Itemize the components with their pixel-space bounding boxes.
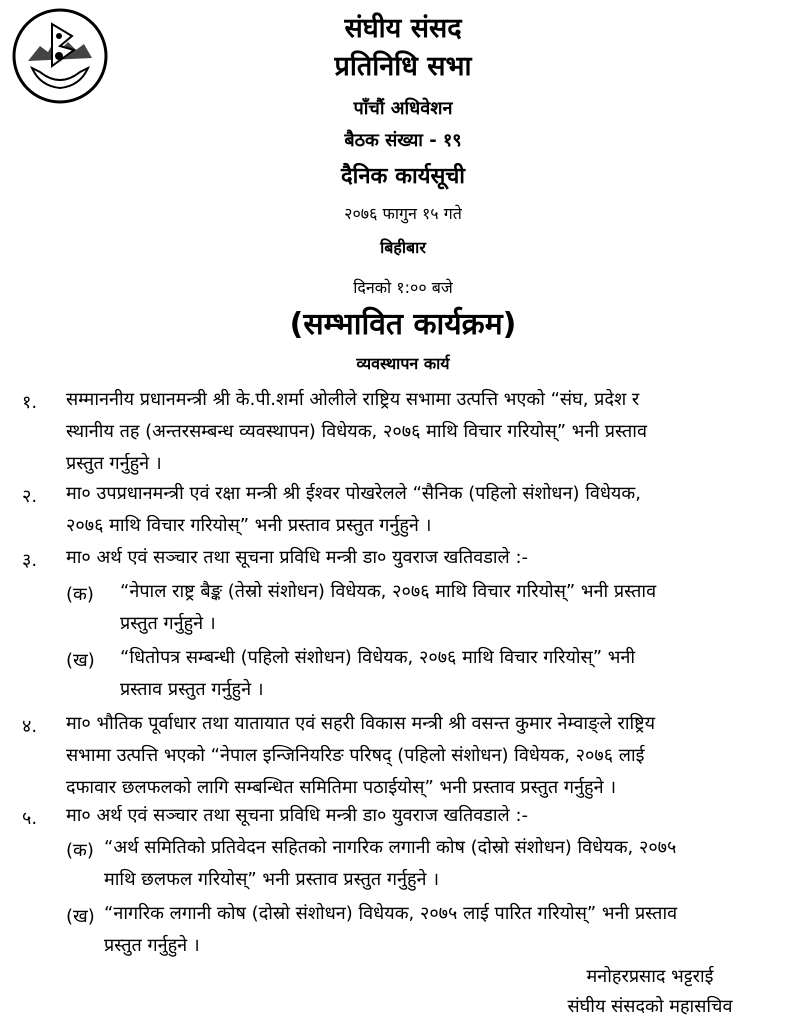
- item-text: [66, 708, 791, 804]
- item-line: “नेपाल राष्ट्र बैङ्क (तेस्रो संशोधन) विधेयक, २०७६ माथि विचार गरियोस्” भनी प्रस्ताव: [120, 581, 657, 602]
- sub-item-text: [120, 576, 791, 640]
- item-number: २.: [22, 486, 38, 507]
- item-line: प्रस्तुत गर्नुहुने ।: [104, 935, 200, 956]
- sub-item-label: (क): [66, 584, 94, 605]
- item-number: ५.: [22, 808, 38, 829]
- item-text: [66, 478, 791, 542]
- item-line: प्रस्तुत गर्नुहुने ।: [120, 613, 216, 634]
- sub-item-text: [104, 898, 791, 962]
- item-line: सभामा उत्पत्ति भएको “नेपाल इन्जिनियरिङ परिषद् (पहिलो संशोधन) विधेयक, २०७६ लाई: [66, 745, 645, 766]
- sub-item-text: [104, 832, 791, 896]
- item-line: दफावार छलफलको लागि सम्बन्धित समितिमा पठाईयोस्” भनी प्रस्ताव प्रस्तुत गर्नुहुने ।: [66, 777, 617, 798]
- item-line: “नागरिक लगानी कोष (दोस्रो संशोधन) विधेयक, २०७५ लाई पारित गरियोस्” भनी प्रस्ताव: [104, 903, 678, 924]
- item-text: [66, 800, 791, 832]
- item-number: ३.: [22, 550, 38, 571]
- item-text: [66, 384, 791, 480]
- sub-item-label: (ख): [66, 650, 95, 671]
- item-line: “धितोपत्र सम्बन्धी (पहिलो संशोधन) विधेयक, २०७६ माथि विचार गरियोस्” भनी: [120, 647, 636, 668]
- item-line: मा० भौतिक पूर्वाधार तथा यातायात एवं सहरी विकास मन्त्री श्री वसन्त कुमार नेम्वाङ्ले राष्ट्रिय: [66, 713, 656, 734]
- item-line: माथि छलफल गरियोस्” भनी प्रस्ताव प्रस्तुत गर्नुहुने ।: [104, 869, 440, 890]
- item-number: १.: [22, 392, 38, 413]
- sub-item-text: [120, 642, 791, 706]
- item-line: “अर्थ समितिको प्रतिवेदन सहितको नागरिक लगानी कोष (दोस्रो संशोधन) विधेयक, २०७५: [104, 837, 677, 858]
- item-line: मा० अर्थ एवं सञ्चार तथा सूचना प्रविधि मन्त्री डा० युवराज खतिवडाले :-: [66, 805, 529, 826]
- item-line: स्थानीय तह (अन्तरसम्बन्ध व्यवस्थापन) विधेयक, २०७६ माथि विचार गरियोस्” भनी प्रस्ताव: [66, 421, 647, 442]
- header-line1: संघीय संसद: [344, 13, 462, 44]
- item-line: मा० अर्थ एवं सञ्चार तथा सूचना प्रविधि मन्त्री डा० युवराज खतिवडाले :-: [66, 547, 529, 568]
- item-line: मा० उपप्रधानमन्त्री एवं रक्षा मन्त्री श्री ईश्वर पोखरेलले “सैनिक (पहिलो संशोधन) विधेयक,: [66, 483, 641, 504]
- item-line: २०७६ माथि विचार गरियोस्” भनी प्रस्ताव प्रस्तुत गर्नुहुने ।: [66, 515, 432, 536]
- date: २०७६ फागुन १५ गते: [344, 204, 462, 223]
- meeting-number: बैठक संख्या - १९: [344, 130, 462, 151]
- item-text: [66, 542, 791, 574]
- item-line: सम्माननीय प्रधानमन्त्री श्री के.पी.शर्मा ओलीले राष्ट्रिय सभामा उत्पत्ति भएको “संघ, प्रदेश र: [66, 389, 640, 410]
- section-title: व्यवस्थापन कार्य: [356, 354, 450, 373]
- signatory-name: मनोहरप्रसाद भट्टराई: [586, 966, 714, 987]
- signatory-title: संघीय संसदको महासचिव: [567, 996, 733, 1017]
- weekday: बिहीबार: [380, 238, 426, 257]
- agenda-title: दैनिक कार्यसूची: [340, 164, 466, 189]
- item-number: ४.: [22, 716, 38, 737]
- item-line: प्रस्तुत गर्नुहुने ।: [66, 453, 162, 474]
- time: दिनको १:०० बजे: [353, 278, 453, 297]
- session: पाँचौं अधिवेशन: [353, 98, 453, 119]
- header-line2: प्रतिनिधि सभा: [334, 51, 472, 82]
- item-line: प्रस्ताव प्रस्तुत गर्नुहुने ।: [120, 679, 264, 700]
- sub-item-label: (ख): [66, 906, 95, 927]
- program-title: (सम्भावित कार्यक्रम): [289, 307, 517, 342]
- sub-item-label: (क): [66, 840, 94, 861]
